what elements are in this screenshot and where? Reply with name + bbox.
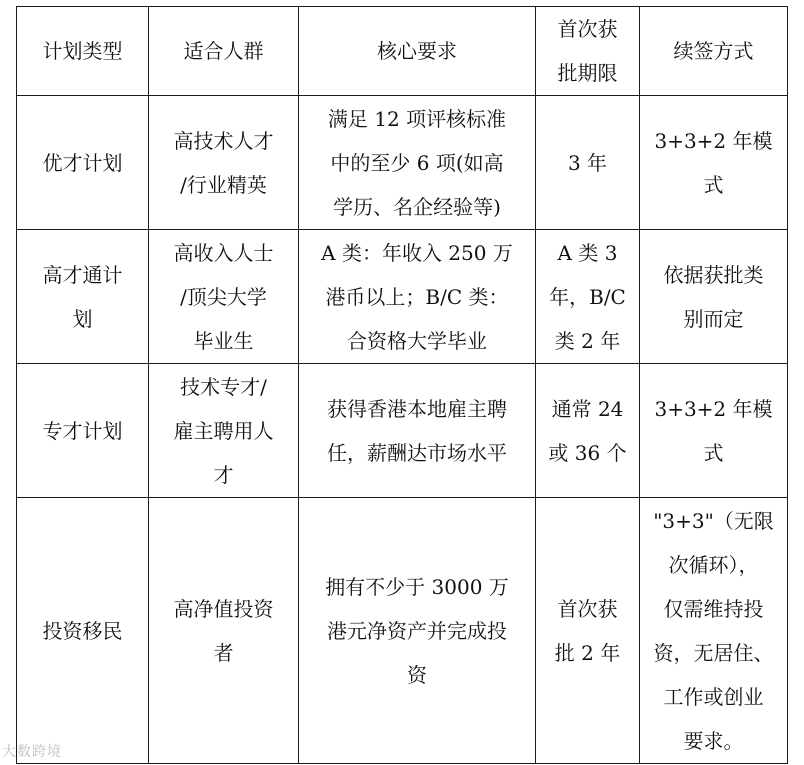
table-row [17, 364, 788, 498]
table-cell: 依据获批类 别而定 [640, 230, 788, 364]
table-cell: A 类 3 年，B/C 类 2 年 [536, 230, 640, 364]
watermark: 大数跨境 [2, 744, 62, 760]
header-cell-core-requirements: 核心要求 [299, 7, 536, 96]
table-cell: 通常 24 或 36 个 [536, 364, 640, 498]
header-cell-initial-approval-period: 首次获 批期限 [536, 7, 640, 96]
table-cell: 高收入人士 /顶尖大学 毕业生 [149, 230, 299, 364]
table-cell: 3 年 [536, 96, 640, 230]
table-cell: 优才计划 [17, 96, 149, 230]
table-cell: 高技术人才 /行业精英 [149, 96, 299, 230]
table-cell: 首次获 批 2 年 [536, 498, 640, 764]
table-cell: 技术专才/ 雇主聘用人 才 [149, 364, 299, 498]
table-row [17, 498, 788, 764]
table-row [17, 96, 788, 230]
table-cell: 3+3+2 年模 式 [640, 364, 788, 498]
table-cell: "3+3"（无限 次循环）， 仅需维持投 资，无居住、 工作或创业 要求。 [640, 498, 788, 764]
table-header-row [17, 7, 788, 96]
header-cell-target-group: 适合人群 [149, 7, 299, 96]
table-cell: 满足 12 项评核标准 中的至少 6 项(如高 学历、名企经验等) [299, 96, 536, 230]
table-cell: 高才通计 划 [17, 230, 149, 364]
immigration-plan-table [16, 6, 788, 764]
table-cell: 专才计划 [17, 364, 149, 498]
table-cell: A 类：年收入 250 万 港币以上；B/C 类： 合资格大学毕业 [299, 230, 536, 364]
header-cell-renewal-method: 续签方式 [640, 7, 788, 96]
table-cell: 3+3+2 年模 式 [640, 96, 788, 230]
table-cell: 高净值投资 者 [149, 498, 299, 764]
table-cell: 获得香港本地雇主聘 任，薪酬达市场水平 [299, 364, 536, 498]
table-cell: 投资移民 [17, 498, 149, 764]
table-cell: 拥有不少于 3000 万 港元净资产并完成投 资 [299, 498, 536, 764]
header-cell-plan-type: 计划类型 [17, 7, 149, 96]
table-row [17, 230, 788, 364]
